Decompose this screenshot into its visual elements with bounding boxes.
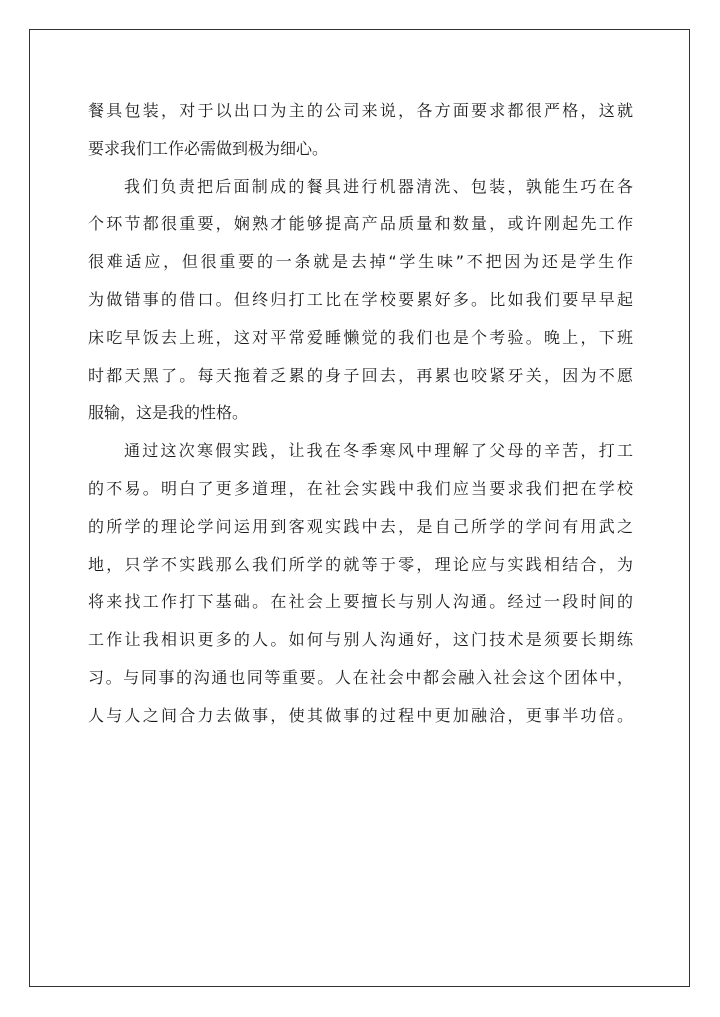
text-line: 的所学的理论学问运用到客观实践中去，是自己所学的学问有用武之 bbox=[88, 516, 633, 536]
text-line: 床吃早饭去上班，这对平常爱睡懒觉的我们也是个考验。晚上，下班 bbox=[88, 327, 633, 347]
text-line: 地，只学不实践那么我们所学的就等于零，理论应与实践相结合，为 bbox=[88, 554, 633, 574]
text-line: 个环节都很重要，娴熟才能够提高产品质量和数量，或许刚起先工作 bbox=[88, 214, 633, 234]
paragraph-start-line: 我们负责把后面制成的餐具进行机器清洗、包装，孰能生巧在各 bbox=[124, 176, 633, 196]
text-line: 餐具包装，对于以出口为主的公司来说，各方面要求都很严格，这就 bbox=[88, 101, 633, 120]
text-line: 人与人之间合力去做事，使其做事的过程中更加融洽，更事半功倍。 bbox=[88, 705, 633, 725]
text-line: 为做错事的借口。但终归打工比在学校要累好多。比如我们要早早起 bbox=[88, 289, 633, 309]
text-line: 服输，这是我的性格。 bbox=[88, 403, 249, 423]
text-line: 要求我们工作必需做到极为细心。 bbox=[88, 138, 329, 158]
document-body bbox=[88, 92, 633, 735]
paragraph-start-line: 通过这次寒假实践，让我在冬季寒风中理解了父母的辛苦，打工 bbox=[124, 441, 633, 461]
text-line: 时都天黑了。每天拖着乏累的身子回去，再累也咬紧牙关，因为不愿 bbox=[88, 365, 633, 385]
text-line: 习。与同事的沟通也同等重要。人在社会中都会融入社会这个团体中， bbox=[88, 667, 633, 687]
text-line: 将来找工作打下基础。在社会上要擅长与别人沟通。经过一段时间的 bbox=[88, 592, 633, 612]
text-line: 工作让我相识更多的人。如何与别人沟通好，这门技术是须要长期练 bbox=[88, 630, 633, 650]
text-line: 的不易。明白了更多道理，在社会实践中我们应当要求我们把在学校 bbox=[88, 478, 633, 498]
text-line: 很难适应，但很重要的一条就是去掉“学生味”不把因为还是学生作 bbox=[88, 252, 633, 272]
